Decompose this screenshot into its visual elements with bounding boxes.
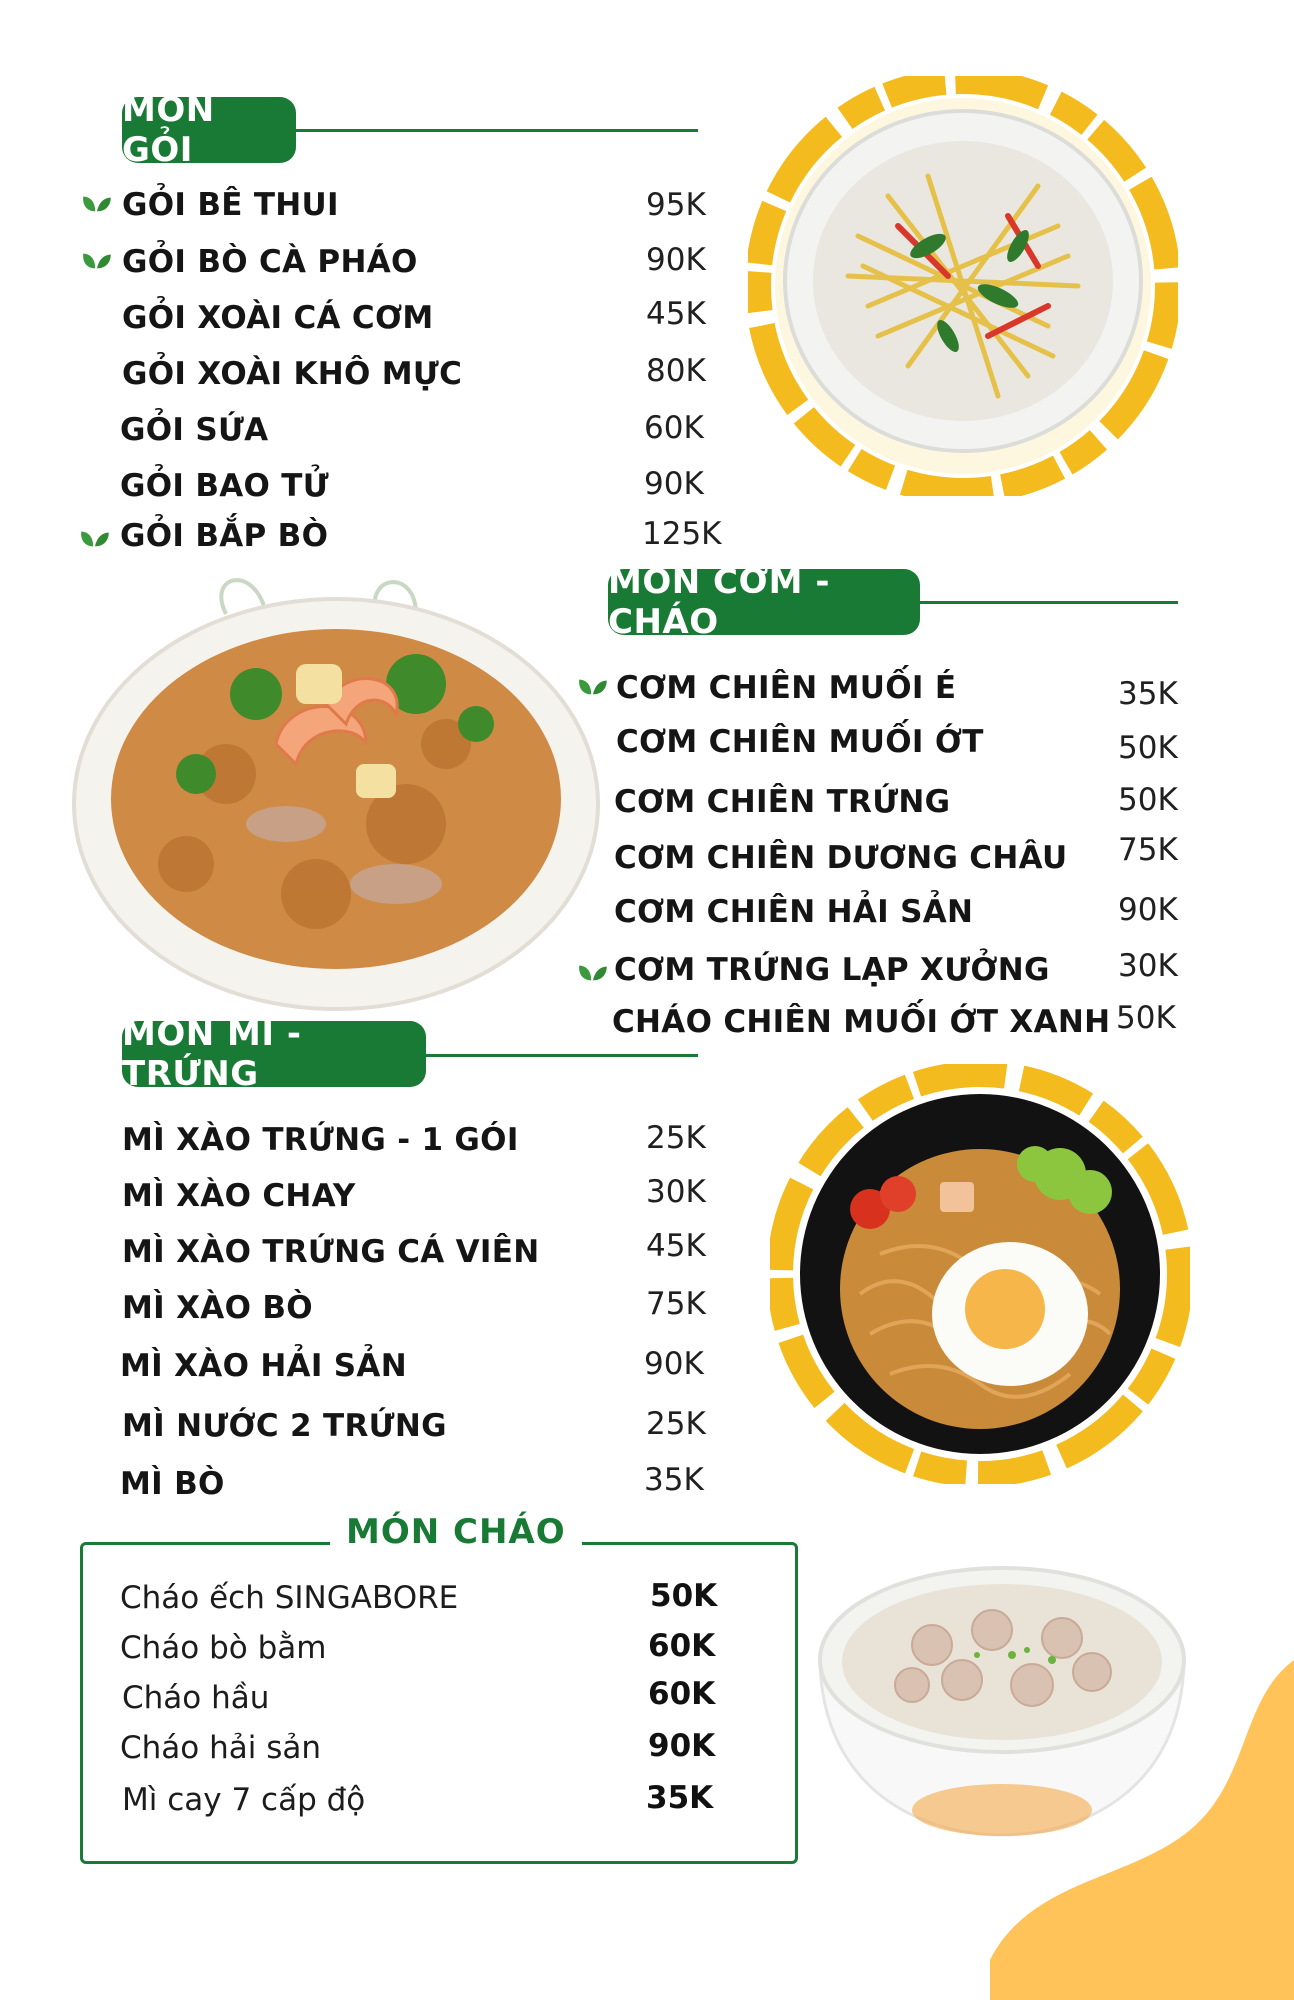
noodle-image [770, 1064, 1190, 1484]
menu-item-price: 90K [648, 1728, 716, 1764]
menu-item-price: 60K [644, 410, 704, 446]
section-title-goi-text: MÓN GỎI [122, 90, 215, 170]
section-title-mi [122, 1014, 426, 1094]
leaf-icon [80, 250, 114, 272]
menu-item-price: 90K [646, 242, 706, 278]
menu-item-name: Cháo hải sản [120, 1730, 322, 1766]
menu-item-price: 30K [646, 1174, 706, 1210]
menu-item-name: Cháo bò bằm [120, 1630, 327, 1666]
fried-rice-image [66, 574, 606, 1014]
menu-item-price: 125K [642, 516, 722, 552]
menu-item-price: 35K [646, 1780, 714, 1816]
menu-item-name: MÌ XÀO TRỨNG - 1 GÓI [122, 1122, 519, 1158]
section-rule-com [920, 601, 1178, 604]
leaf-icon [576, 962, 610, 984]
menu-item-name: CƠM CHIÊN MUỐI É [616, 670, 957, 706]
menu-item-name: MÌ XÀO CHAY [122, 1178, 356, 1214]
menu-item-name: MÌ XÀO TRỨNG CÁ VIÊN [122, 1234, 540, 1270]
menu-item-name: MÌ XÀO HẢI SẢN [120, 1348, 407, 1384]
menu-item-price: 45K [646, 1228, 706, 1264]
leaf-icon [576, 676, 610, 698]
section-title-mi-text: MÓN MÌ - TRỨNG [122, 1014, 302, 1094]
yellow-wave-decoration [990, 1660, 1294, 2000]
menu-item-name: MÌ BÒ [120, 1466, 225, 1502]
menu-item-name: CƠM CHIÊN MUỐI ỚT [616, 724, 984, 760]
menu-item-price: 90K [1118, 892, 1178, 928]
menu-item-price: 80K [646, 353, 706, 389]
menu-item-price: 75K [646, 1286, 706, 1322]
menu-item-name: CƠM CHIÊN HẢI SẢN [614, 894, 974, 930]
menu-item-name: MÌ XÀO BÒ [122, 1290, 313, 1326]
menu-item-name: GỎI BAO TỬ [120, 468, 329, 504]
leaf-icon [80, 193, 114, 215]
papaya-salad-image [748, 76, 1178, 496]
menu-item-name: CƠM CHIÊN DƯƠNG CHÂU [614, 840, 1068, 876]
section-title-com [608, 562, 920, 642]
leaf-icon [78, 528, 112, 550]
menu-item-price: 25K [646, 1120, 706, 1156]
menu-item-name: GỎI BÊ THUI [122, 187, 339, 223]
menu-item-name: Mì cay 7 cấp độ [122, 1782, 366, 1818]
menu-item-price: 50K [1118, 782, 1178, 818]
menu-item-price: 90K [644, 1346, 704, 1382]
menu-item-name: Cháo ếch SINGABORE [120, 1580, 459, 1616]
menu-item-name: GỎI XOÀI KHÔ MỰC [122, 356, 463, 392]
menu-item-price: 35K [1118, 676, 1178, 712]
menu-item-price: 35K [644, 1462, 704, 1498]
menu-item-name: GỎI BÒ CÀ PHÁO [122, 244, 418, 280]
section-title-com-text: MÓN CƠM - CHÁO [608, 562, 830, 642]
menu-item-price: 60K [648, 1676, 716, 1712]
menu-item-price: 45K [646, 296, 706, 332]
menu-item-price: 95K [646, 187, 706, 223]
menu-item-price: 25K [646, 1406, 706, 1442]
menu-item-name: GỎI BẮP BÒ [120, 518, 329, 554]
menu-item-name: MÌ NƯỚC 2 TRỨNG [122, 1408, 447, 1444]
menu-item-price: 30K [1118, 948, 1178, 984]
section-title-goi [122, 90, 296, 170]
menu-item-price: 90K [644, 466, 704, 502]
section-rule-mi [426, 1054, 698, 1057]
menu-item-name: GỎI SỨA [120, 412, 269, 448]
section-title-chao: MÓN CHÁO [330, 1512, 582, 1552]
menu-item-name: Cháo hầu [122, 1680, 270, 1716]
menu-item-name: GỎI XOÀI CÁ CƠM [122, 300, 434, 336]
menu-item-name: CHÁO CHIÊN MUỐI ỚT XANH [612, 1004, 1111, 1040]
menu-item-price: 50K [1118, 730, 1178, 766]
menu-item-name: CƠM CHIÊN TRỨNG [614, 784, 951, 820]
menu-item-price: 60K [648, 1628, 716, 1664]
menu-item-price: 50K [650, 1578, 718, 1614]
section-rule-goi [296, 129, 698, 132]
menu-item-name: CƠM TRỨNG LẠP XƯỞNG [614, 952, 1050, 988]
menu-item-price: 75K [1118, 832, 1178, 868]
menu-item-price: 50K [1116, 1000, 1176, 1036]
